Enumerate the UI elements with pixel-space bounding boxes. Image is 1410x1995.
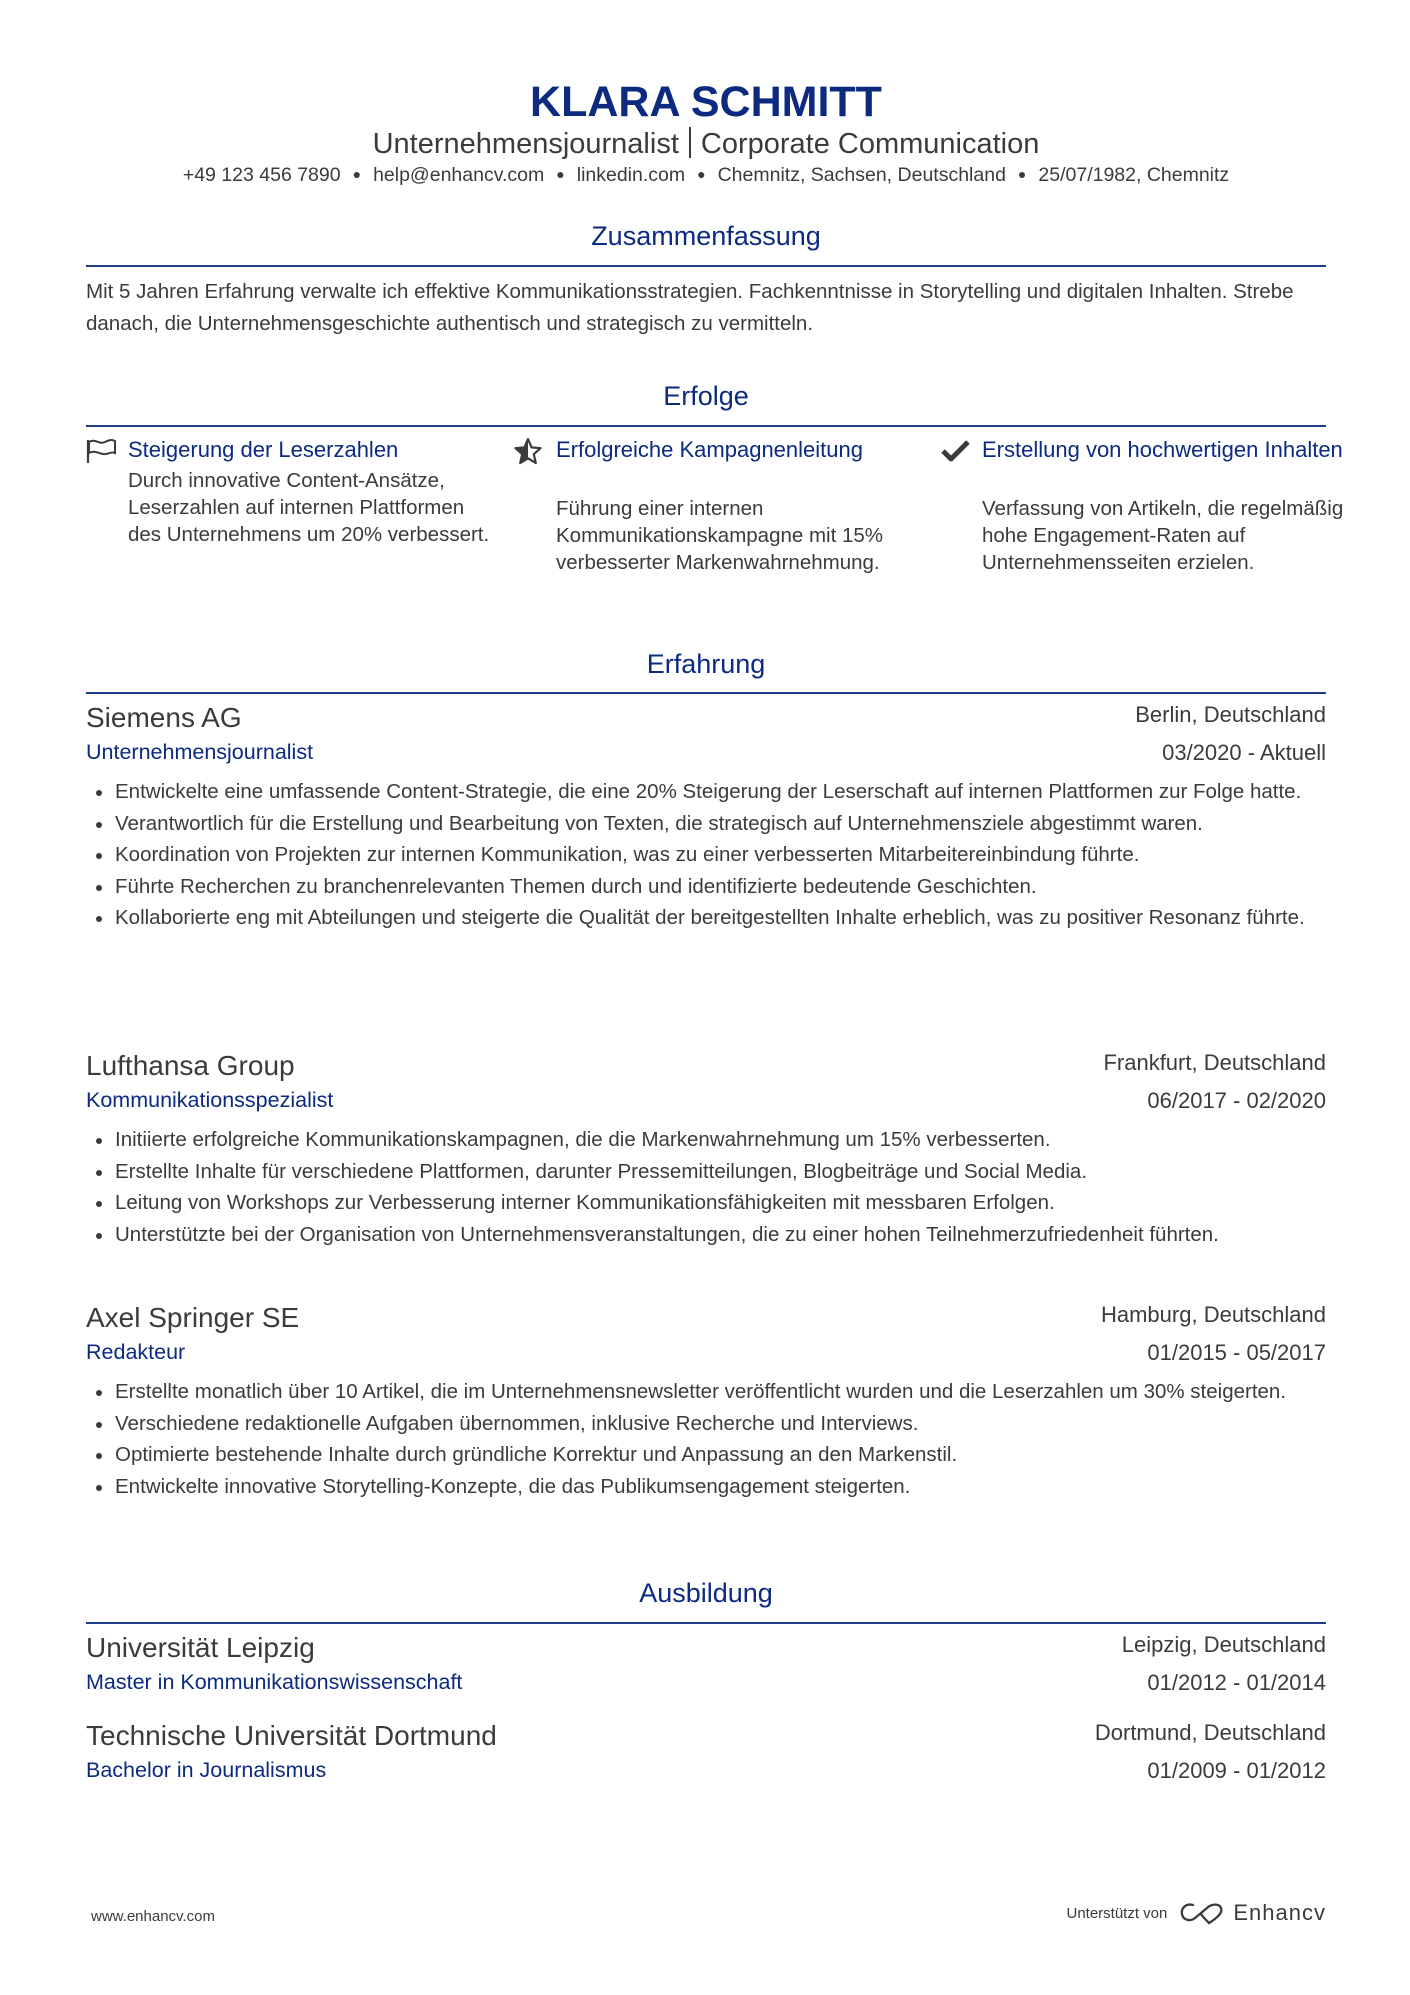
contact-location: Chemnitz, Sachsen, Deutschland — [717, 164, 1006, 186]
section-divider — [86, 692, 1326, 694]
section-divider — [86, 1622, 1326, 1624]
contact-linkedin[interactable]: linkedin.com — [576, 164, 686, 186]
bullet-item: Führte Recherchen zu branchenrelevanten Themen durch und identifizierte bedeutende Geschichten. — [86, 871, 1326, 903]
achievement-title: Steigerung der Leserzahlen — [128, 437, 399, 462]
checkmark-icon — [940, 438, 972, 464]
contact-email[interactable]: help@enhancv.com — [373, 164, 545, 186]
candidate-name: KLARA SCHMITT — [530, 78, 882, 126]
separator-dot: ● — [1017, 166, 1027, 182]
section-title-achievements: Erfolge — [663, 381, 749, 411]
summary-text: Mit 5 Jahren Erfahrung verwalte ich effektive Kommunikationsstrategien. Fachkenntnisse in Storytelling und digitalen Inhalten. Strebe danach, die Unternehmensgeschichte authentisch und strategisch zu vermitteln. — [86, 280, 1294, 335]
company-name: Lufthansa Group — [86, 1050, 295, 1081]
job-location: Frankfurt, Deutschland — [1103, 1050, 1326, 1075]
section-title-experience: Erfahrung — [646, 649, 766, 679]
bullet-item: Entwickelte innovative Storytelling-Konzepte, die das Publikumsengagement steigerten. — [86, 1471, 1326, 1503]
job-location: Hamburg, Deutschland — [1100, 1302, 1326, 1327]
bullet-item: Verantwortlich für die Erstellung und Bearbeitung von Texten, die strategisch auf Unternehmensziele abgestimmt waren. — [86, 808, 1326, 840]
footer-branding — [1066, 1900, 1326, 1926]
flag-icon — [86, 438, 118, 464]
school-name: Universität Leipzig — [86, 1632, 315, 1663]
achievement-description: Durch innovative Content-Ansätze, Leserzahlen auf internen Plattformen des Unternehmens um 20% verbessert. — [128, 469, 490, 546]
job-role: Redakteur — [86, 1340, 186, 1364]
headline-title: Unternehmensjournalist — [372, 128, 679, 160]
achievement-title: Erstellung von hochwertigen Inhalten — [982, 437, 1343, 462]
job-dates: 06/2017 - 02/2020 — [1147, 1088, 1326, 1113]
star-half-icon — [514, 438, 546, 464]
education-dates: 01/2009 - 01/2012 — [1147, 1758, 1326, 1783]
section-title-summary: Zusammenfassung — [591, 221, 821, 251]
bullet-item: Entwickelte eine umfassende Content-Strategie, die eine 20% Steigerung der Leserschaft auf internen Plattformen zur Folge hatte. — [86, 776, 1326, 808]
separator-dot: ● — [697, 166, 706, 182]
section-divider — [86, 425, 1326, 427]
bullet-item: Erstellte monatlich über 10 Artikel, die im Unternehmensnewsletter veröffentlicht wurden und die Leserzahlen um 30% steigerten. — [86, 1376, 1326, 1408]
job-location: Berlin, Deutschland — [1135, 702, 1326, 727]
headline-subtitle: Corporate Communication — [700, 128, 1040, 160]
achievement-description: Verfassung von Artikeln, die regelmäßig hohe Engagement-Raten auf Unternehmensseiten erzielen. — [982, 497, 1344, 574]
section-title-education: Ausbildung — [639, 1578, 773, 1608]
education-dates: 01/2012 - 01/2014 — [1147, 1670, 1326, 1695]
bullet-item: Kollaborierte eng mit Abteilungen und steigerte die Qualität der bereitgestellten Inhalte erheblich, was zu positiver Resonanz führte. — [86, 902, 1326, 934]
job-bullets — [86, 1124, 1326, 1250]
bullet-item: Leitung von Workshops zur Verbesserung interner Kommunikationsfähigkeiten mit messbaren Erfolgen. — [86, 1187, 1326, 1219]
school-name: Technische Universität Dortmund — [86, 1720, 497, 1751]
degree: Master in Kommunikationswissenschaft — [86, 1670, 463, 1694]
headline — [86, 127, 1326, 161]
job-dates: 01/2015 - 05/2017 — [1147, 1340, 1326, 1365]
bullet-item: Unterstützte bei der Organisation von Unternehmensveranstaltungen, die zu einer hohen Teilnehmerzufriedenheit führten. — [86, 1219, 1326, 1251]
job-bullets — [86, 1376, 1326, 1502]
bullet-item: Verschiedene redaktionelle Aufgaben übernommen, inklusive Recherche und Interviews. — [86, 1408, 1326, 1440]
company-name: Axel Springer SE — [86, 1302, 300, 1333]
brand-name: Enhancv — [1233, 1900, 1326, 1925]
job-dates: 03/2020 - Aktuell — [1162, 740, 1326, 765]
separator-dot: ● — [556, 166, 565, 182]
achievement-title: Erfolgreiche Kampagnenleitung — [556, 437, 863, 462]
headline-divider — [689, 127, 691, 158]
company-name: Siemens AG — [86, 702, 242, 733]
job-bullets — [86, 776, 1326, 934]
separator-dot: ● — [352, 166, 362, 182]
footer-website[interactable]: www.enhancv.com — [91, 1908, 215, 1925]
job-role: Unternehmensjournalist — [86, 740, 314, 764]
contact-birth: 25/07/1982, Chemnitz — [1038, 164, 1230, 186]
degree: Bachelor in Journalismus — [86, 1758, 327, 1782]
bullet-item: Optimierte bestehende Inhalte durch gründliche Korrektur und Anpassung an den Markenstil. — [86, 1439, 1326, 1471]
school-location: Dortmund, Deutschland — [1094, 1720, 1326, 1745]
bullet-item: Koordination von Projekten zur internen Kommunikation, was zu einer verbesserten Mitarbeitereinbindung führte. — [86, 839, 1326, 871]
achievement-description: Führung einer internen Kommunikationskampagne mit 15% verbesserter Markenwahrnehmung. — [556, 497, 884, 574]
job-role: Kommunikationsspezialist — [86, 1088, 334, 1112]
powered-by-label: Unterstützt von — [1066, 1904, 1168, 1922]
bullet-item: Erstellte Inhalte für verschiedene Plattformen, darunter Pressemitteilungen, Blogbeiträge und Social Media. — [86, 1156, 1326, 1188]
bullet-item: Initiierte erfolgreiche Kommunikationskampagnen, die die Markenwahrnehmung um 15% verbesserten. — [86, 1124, 1326, 1156]
contact-info — [86, 164, 1326, 187]
enhancv-logo-icon — [1179, 1900, 1225, 1926]
section-divider — [86, 265, 1326, 267]
contact-phone: +49 123 456 7890 — [182, 164, 341, 186]
school-location: Leipzig, Deutschland — [1121, 1632, 1326, 1657]
